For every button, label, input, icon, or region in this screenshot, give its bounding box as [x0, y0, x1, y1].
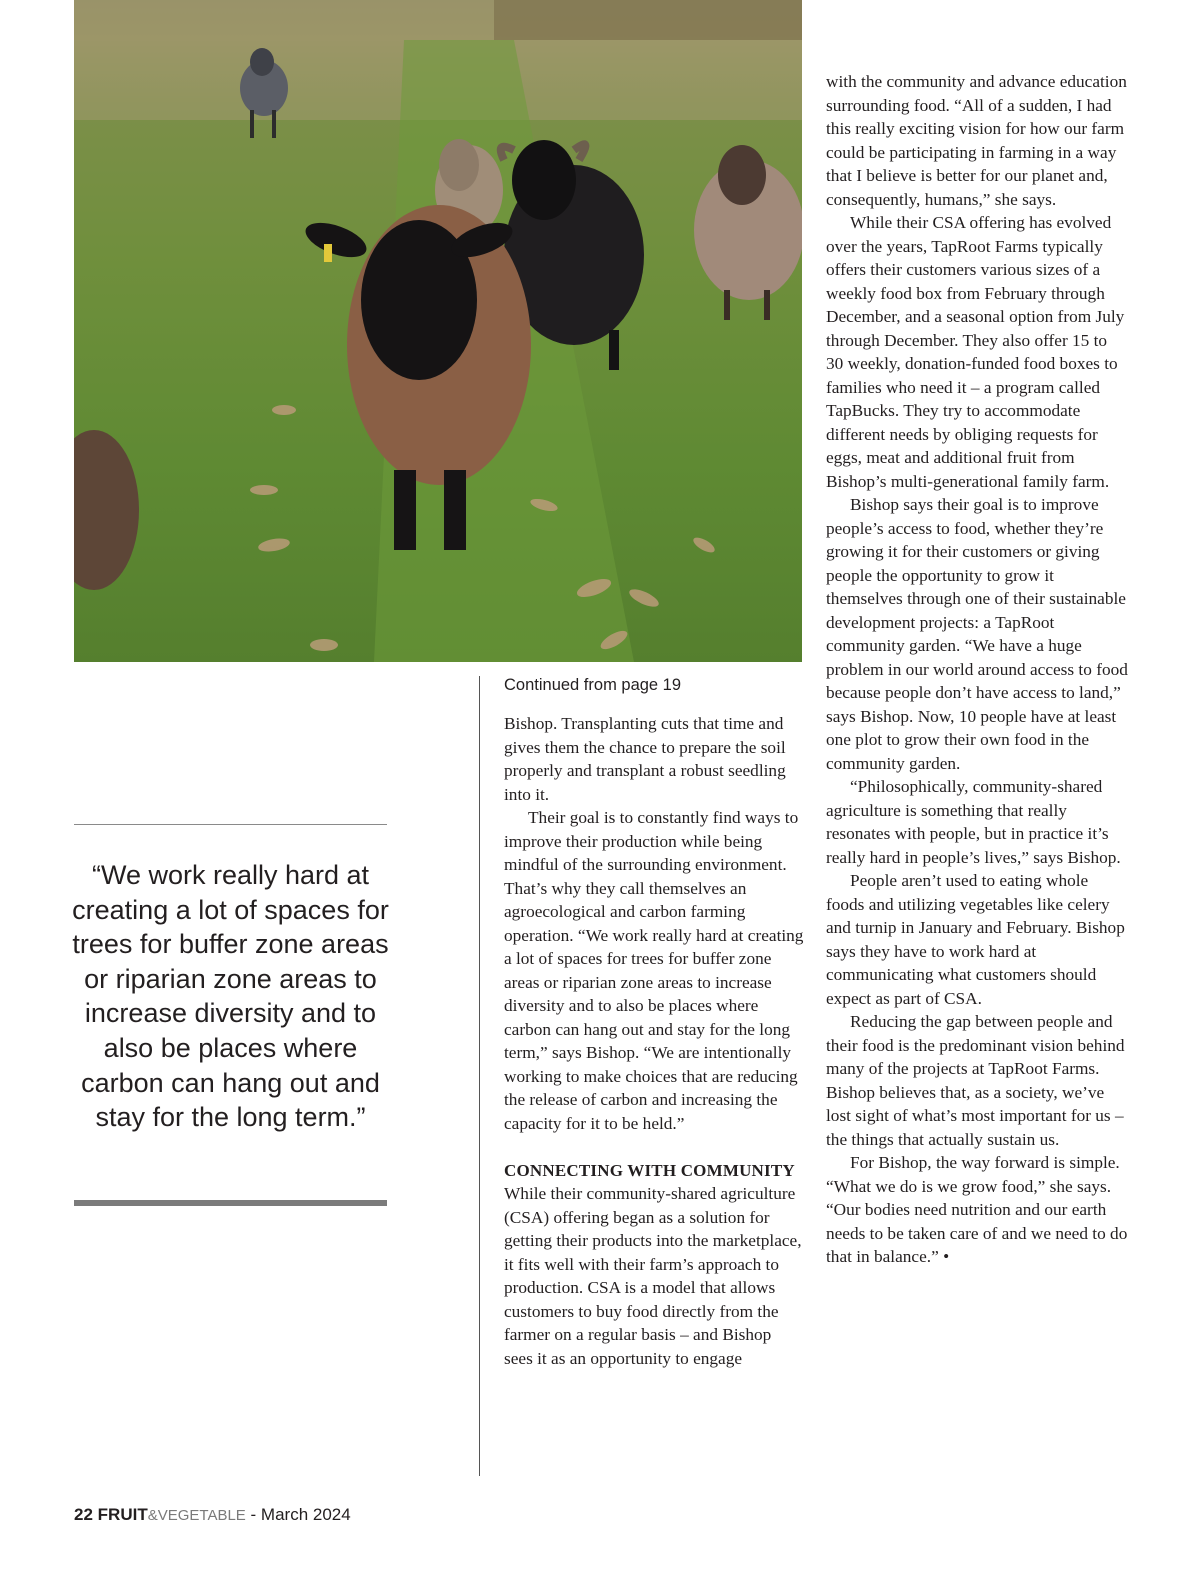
brand-vegetable: VEGETABLE — [157, 1507, 246, 1524]
paragraph: with the community and advance education surrounding food. “All of a sudden, I had this really exciting vision for how our farm could be participating in farming in a way that I believe is better for our planet and, consequently, humans,” she says. — [826, 72, 1127, 209]
paragraph: While their community-shared agriculture (CSA) offering began as a solution for getting their products into the marketplace, it fits well with their farm’s approach to production. CSA is a model that allows customers to buy food directly from the farmer on a regular basis – and Bishop sees it as an opportunity to engage — [504, 1184, 802, 1368]
paragraph: Bishop. Transplanting cuts that time and gives them the chance to prepare the soil properly and transplant a robust seedling into it. — [504, 714, 786, 804]
page-footer — [74, 1505, 351, 1525]
brand-fruit: FRUIT — [97, 1505, 148, 1524]
issue-date: - March 2024 — [245, 1505, 351, 1524]
paragraph: Reducing the gap between people and their food is the predominant vision behind many of the projects at TapRoot Farms. Bishop believes that, as a society, we’ve lost sight of what’s most important for us – the things that actually sustain us. — [826, 1012, 1125, 1149]
paragraph: For Bishop, the way forward is simple. “What we do is we grow food,” she says. “Our bodies need nutrition and our earth needs to be taken care of and we need to do that in balance.” • — [826, 1153, 1128, 1266]
page-number: 22 — [74, 1505, 93, 1524]
paragraph: While their CSA offering has evolved over the years, TapRoot Farms typically offers their customers various sizes of a weekly food box from February through December, and a seasonal option from July through December. They also offer 15 to 30 weekly, donation-funded food boxes to families who need it – a program called TapBucks. They try to accommodate different needs by obliging requests for eggs, meat and additional fruit from Bishop’s multi-generational family farm. — [826, 213, 1125, 491]
sheep-photo — [74, 0, 802, 662]
column-divider — [479, 676, 480, 1476]
paragraph: Bishop says their goal is to improve people’s access to food, whether they’re growing it for their customers or giving people the opportunity to grow it themselves through one of their sustainable development projects: a TapRoot community garden. “We have a huge problem in our world around access to food because people don’t have access to land,” says Bishop. Now, 10 people have at least one plot to grow their own food in the community garden. — [826, 495, 1128, 773]
middle-column — [504, 712, 804, 1370]
section-subhead: CONNECTING WITH COMMUNITY — [504, 1160, 795, 1180]
brand-amp: & — [147, 1507, 158, 1524]
pullquote-bottom-rule — [74, 1200, 387, 1206]
paragraph: Their goal is to constantly find ways to improve their production while being mindful of the surrounding environment. That’s why they call themselves an agroecological and carbon farming operation. “We work really hard at creating a lot of spaces for trees for buffer zone areas or riparian zone areas to increase diversity and to also be places where carbon can hang out and stay for the long term,” says Bishop. “We are intentionally working to make choices that are reducing the release of carbon and increasing the capacity for it to be held.” — [504, 808, 804, 1133]
paragraph: People aren’t used to eating whole foods and utilizing vegetables like celery and turnip in January and February. Bishop says they have to work hard at communicating what customers should expect as part of CSA. — [826, 871, 1125, 1008]
sheep-photo-illustration — [74, 0, 802, 662]
pullquote: “We work really hard at creating a lot of spaces for trees for buffer zone areas or riparian zone areas to increase diversity and to also be places where carbon can hang out and stay for the long term.” — [72, 860, 389, 1133]
pullquote-top-rule — [74, 824, 387, 825]
right-column — [826, 70, 1128, 1269]
paragraph: “Philosophically, community-shared agriculture is something that really resonates with people, but in practice it’s really hard in people’s lives,” says Bishop. — [826, 777, 1121, 867]
continued-from-label: Continued from page 19 — [504, 676, 682, 694]
